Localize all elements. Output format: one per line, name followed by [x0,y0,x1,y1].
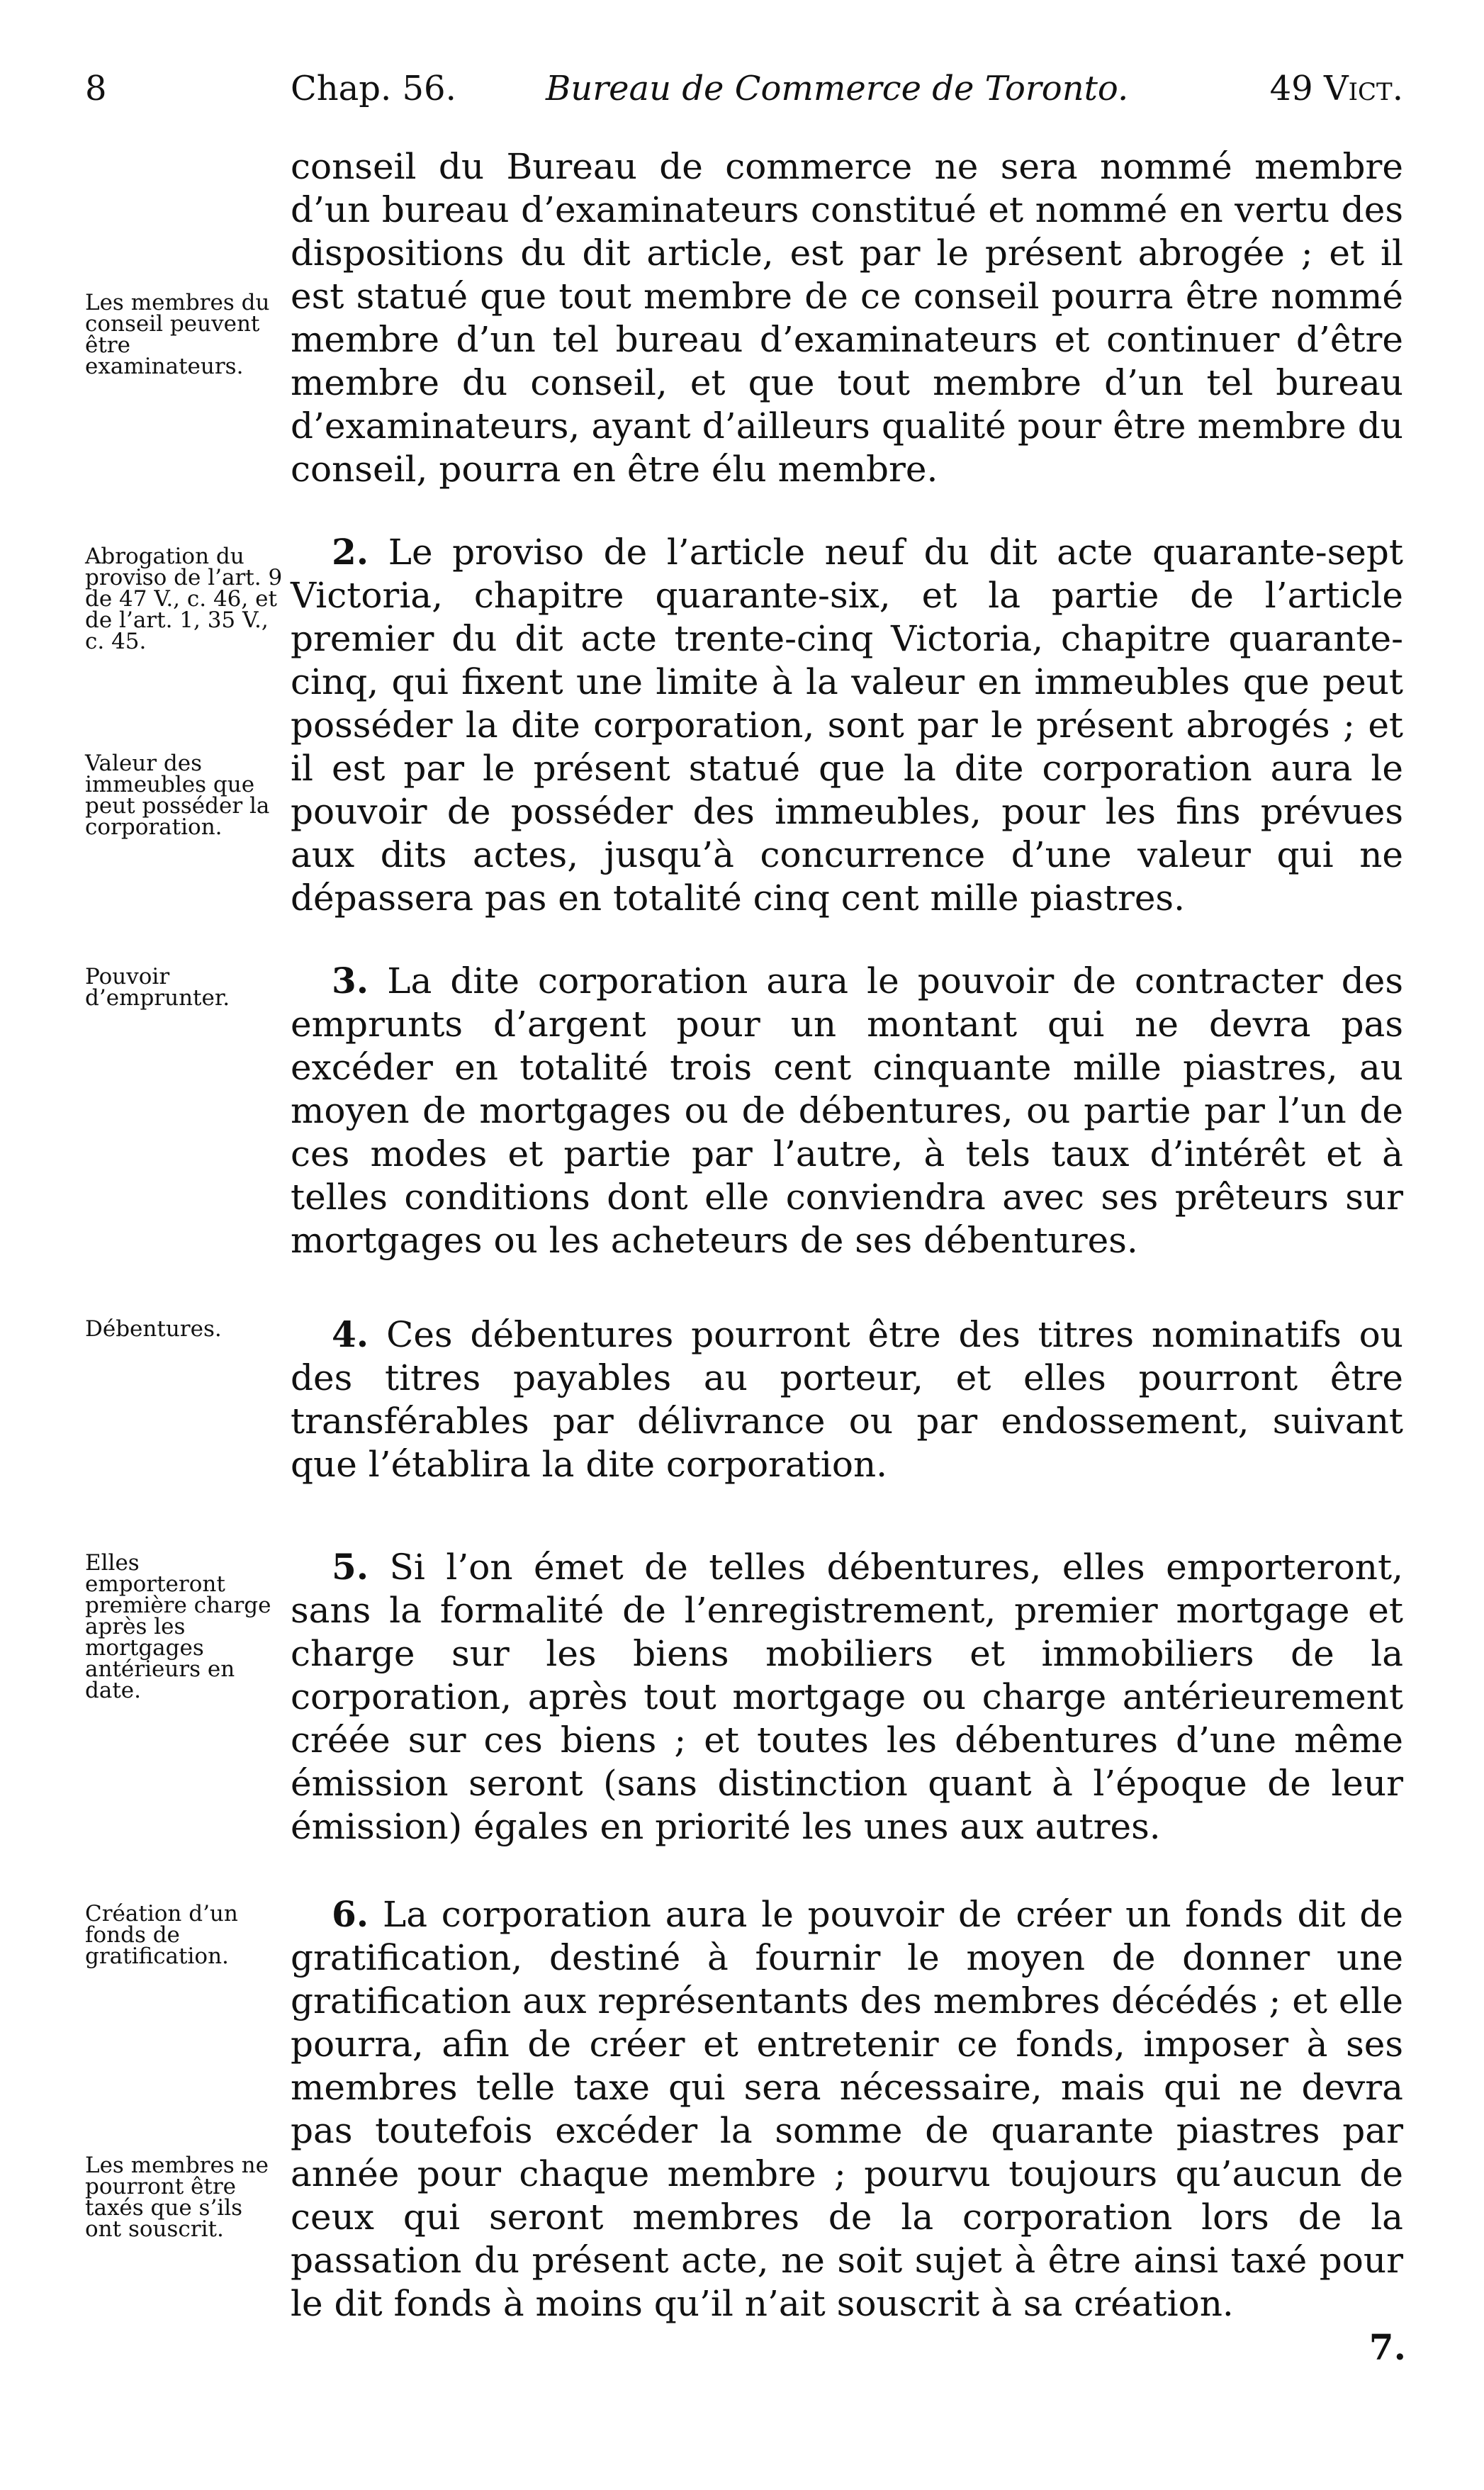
section-text: La corporation aura le pouvoir de créer un fonds dit de gratification, destiné à fournir le moyen de donner une gratification aux représentants des membres décédés ; et elle pourra, afin de créer et entretenir ce fonds, imposer à ses membres telle taxe qui sera nécessaire, mais qui ne devra pas toutefois excéder la somme de quarante piastres par année pour chaque membre ; pourvu toujours qu’aucun de ceux qui seront membres de la corporation lors de la passation du présent acte, ne soit sujet à être ainsi taxé pour le dit fonds à moins qu’il n’ait souscrit à sa création. [291,1894,1403,2324]
marginal-note: Création d’un fonds de gratification. [85,1901,238,1969]
section-number: 2. [332,531,369,573]
section-text: Le proviso de l’article neuf du dit acte quarante-sept Victoria, chapitre quarante-six, et la partie de l’article premier du dit acte trente-cinq Victoria, chapitre quarante-cinq, qui fixent une limite à la valeur en immeubles que peut posséder la dite corporation, sont par le présent abrogés ; et il est par le présent statué que la dite corporation aura le pouvoir de posséder des immeubles, pour les fins prévues aux dits actes, jusqu’à concurrence d’une valeur qui ne dépassera pas en totalité cinq cent mille piastres. [291,532,1403,919]
catchword: 7. [1368,2326,1406,2368]
marginal-note: Pouvoir d’emprunter. [85,964,230,1011]
marginal-note: Elles emporteront première charge après les mortgages antérieurs en date. [85,1550,271,1703]
page-number: 8 [85,69,107,108]
section-number: 6. [332,1893,369,1935]
marginal-note: Abrogation du proviso de l’art. 9 de 47 V., c. 46, et de l’art. 1, 35 V., c. 45. [85,544,283,654]
section-number: 5. [332,1546,369,1588]
paragraph-text: conseil du Bureau de commerce ne sera nommé membre d’un bureau d’examinateurs constitué et nommé en vertu des dispositions du dit article, est par le présent abrogée ; et il est statué que tout membre de ce conseil pourra être nommé membre d’un tel bureau d’examinateurs et continuer d’être membre du conseil, et que tout membre d’un tel bureau d’examinateurs, ayant d’ailleurs qualité pour être membre du conseil, pourra en être élu membre. [291,146,1403,490]
marginal-note: Valeur des immeubles que peut posséder la corporation. [85,751,270,840]
section-3 [291,959,1403,1262]
section-number: 4. [332,1313,369,1355]
section-text: Ces débentures pourront être des titres nominatifs ou des titres payables au porteur, et elles pourront être transférables par délivrance ou par endossement, suivant que l’établira la dite corporation. [291,1314,1403,1485]
regnal-year: 49 Vict. [1269,69,1403,108]
section-2 [291,530,1403,920]
marginal-note: Les membres du conseil peuvent être examinateurs. [85,290,270,379]
section-5 [291,1545,1403,1849]
marginal-note: Les membres ne pourront être taxés que s’ils ont souscrit. [85,2153,269,2242]
running-header [85,64,1403,113]
section-4 [291,1313,1403,1486]
section-text: Si l’on émet de telles débentures, elles emporteront, sans la formalité de l’enregistrement, premier mortgage et charge sur les biens mobiliers et immobiliers de la corporation, après tout mortgage ou charge antérieurement créée sur ces biens ; et toutes les débentures d’une même émission seront (sans distinction quant à l’époque de leur émission) égales en priorité les unes aux autres. [291,1547,1403,1847]
section-number: 3. [332,960,369,1002]
running-title: Bureau de Commerce de Toronto. [546,69,1129,108]
marginal-note: Débentures. [85,1316,222,1342]
chapter-label: Chap. 56. [291,69,456,108]
section-6 [291,1892,1403,2326]
continuation-paragraph [291,145,1403,491]
section-text: La dite corporation aura le pouvoir de contracter des emprunts d’argent pour un montant qui ne devra pas excéder en totalité trois cent cinquante mille piastres, au moyen de mortgages ou de débentures, ou partie par l’un de ces modes et partie par l’autre, à tels taux d’intérêt et à telles conditions dont elle conviendra avec ses prêteurs sur mortgages ou les acheteurs de ses débentures. [291,960,1403,1261]
